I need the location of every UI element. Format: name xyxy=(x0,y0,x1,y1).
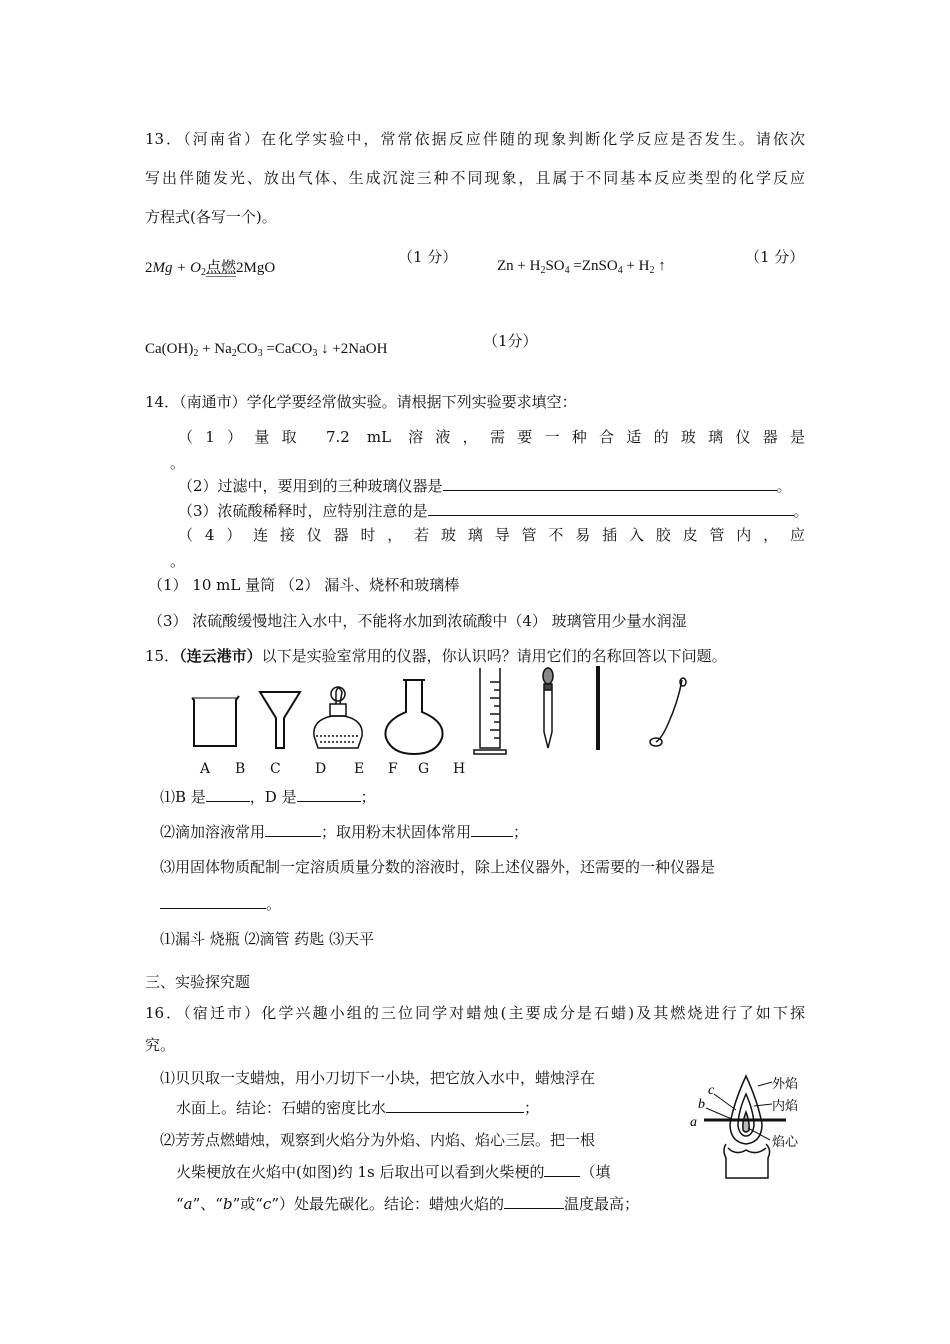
q13-line2: 写出伴随发光、放出气体、生成沉淀三种不同现象，且属于不同基本反应类型的化学反应 xyxy=(145,169,805,187)
candle-flame-figure xyxy=(686,1066,810,1186)
q14-answer-1: （1） 10 mL 量筒 （2） 漏斗、烧杯和玻璃棒 xyxy=(148,576,460,594)
label-c: C xyxy=(270,761,281,777)
answer-blank[interactable] xyxy=(504,1194,564,1209)
lab-instruments-figure xyxy=(180,662,700,782)
alcohol-lamp-icon xyxy=(314,687,362,748)
q16-line2: 究。 xyxy=(145,1036,176,1054)
q16-part1a: ⑴贝贝取一支蜡烛，用小刀切下一小块，把它放入水中，蜡烛浮在 xyxy=(160,1069,596,1087)
flame-icon xyxy=(730,1076,762,1144)
funnel-icon xyxy=(260,692,300,748)
candle-icon xyxy=(724,1144,770,1178)
spoon-icon xyxy=(650,678,686,746)
q14-part3: （3）浓硫酸稀释时，应特别注意的是 。 xyxy=(178,502,809,520)
answer-blank[interactable] xyxy=(160,894,266,909)
q15-part3: ⑶用固体物质配制一定溶质质量分数的溶液时，除上述仪器外，还需要的一种仪器是 xyxy=(160,858,716,876)
q15-part1: ⑴B 是 ，D 是 ； xyxy=(160,788,376,806)
q13-equation-2: $Zn + H_2SO_4$ =ZnSO$_4$ + $H_2$ ↑ xyxy=(497,258,666,276)
q14-part4: （4）连接仪器时，若玻璃导管不易插入胶皮管内，应 xyxy=(178,526,805,544)
point-b-label: b xyxy=(698,1097,705,1112)
q13-equation-3: $Ca(OH)_2 + Na_2CO_3$ =CaCO$_3$ ↓ +2NaOH xyxy=(145,341,388,359)
q14-part2: （2）过滤中，要用到的三种玻璃仪器是 。 xyxy=(178,477,792,495)
q16-part2b: 火柴梗放在火焰中(如图)约 1s 后取出可以看到火柴梗的 （填 xyxy=(176,1163,611,1181)
q14-title: 14．（南通市）学化学要经常做实验。请根据下列实验要求填空： xyxy=(145,393,577,411)
q13-score-2: （1 分） xyxy=(745,248,805,266)
q13-line1: 13．（河南省）在化学实验中，常常依据反应伴随的现象判断化学反应是否发生。请依次 xyxy=(145,130,805,148)
inner-flame-label: 内焰 xyxy=(772,1098,799,1113)
q15-part3-end: 。 xyxy=(160,893,281,914)
q16-part1b: 水面上。结论：石蜡的密度比水 ； xyxy=(176,1099,540,1117)
answer-blank[interactable] xyxy=(297,787,361,802)
q14-part1-end: 。 xyxy=(170,454,186,472)
q13-equation-1: $2Mg + O_2$点燃2MgO xyxy=(145,260,276,278)
glass-rod-icon xyxy=(596,666,600,750)
answer-blank[interactable] xyxy=(544,1162,580,1177)
label-h: H xyxy=(453,761,466,777)
beaker-icon xyxy=(192,696,239,746)
label-e: E xyxy=(354,761,365,777)
q14-part1: （1）量取 7.2 mL 溶液，需要一种合适的玻璃仪器是 xyxy=(178,428,805,446)
label-g: G xyxy=(418,761,430,777)
dropper-icon xyxy=(543,668,553,748)
q16-line1: 16．（宿迁市）化学兴趣小组的三位同学对蜡烛(主要成分是石蜡)及其燃烧进行了如下探 xyxy=(145,1004,805,1022)
q14-answer-2: （3） 浓硫酸缓慢地注入水中，不能将水加到浓硫酸中（4） 玻璃管用少量水润湿 xyxy=(148,612,687,630)
q16-part2a: ⑵芳芳点燃蜡烛，观察到火焰分为外焰、内焰、焰心三层。把一根 xyxy=(160,1131,596,1149)
point-c-label: c xyxy=(708,1083,715,1098)
q13-line3: 方程式(各写一个)。 xyxy=(145,208,277,226)
answer-blank[interactable] xyxy=(428,501,794,516)
point-a-label: a xyxy=(690,1115,697,1130)
answer-blank[interactable] xyxy=(206,787,250,802)
label-f: F xyxy=(388,761,398,777)
answer-blank[interactable] xyxy=(471,822,513,837)
outer-flame-label: 外焰 xyxy=(772,1076,799,1091)
q13-score-1: （1 分） xyxy=(398,248,458,266)
measuring-cylinder-icon xyxy=(474,668,506,754)
q13-score-3: （1分） xyxy=(483,332,538,350)
q14-part4-end: 。 xyxy=(170,552,186,570)
flask-icon xyxy=(385,680,442,754)
q15-part2: ⑵滴加溶液常用 ；取用粉末状固体常用 ； xyxy=(160,823,529,841)
answer-blank[interactable] xyxy=(443,476,777,491)
q15-title: 15．（连云港市）以下是实验室常用的仪器，你认识吗？请用它们的名称回答以下问题。 xyxy=(145,647,727,665)
q16-part2c: “a”、“b”或“c”）处最先碳化。结论：蜡烛火焰的 温度最高； xyxy=(176,1195,640,1213)
label-a: A xyxy=(200,761,211,777)
label-d: D xyxy=(315,761,327,777)
answer-blank[interactable] xyxy=(386,1098,524,1113)
label-b: B xyxy=(235,761,246,777)
q15-answer: ⑴漏斗 烧瓶 ⑵滴管 药匙 ⑶天平 xyxy=(160,930,375,948)
section-heading: 三、实验探究题 xyxy=(145,973,251,991)
answer-blank[interactable] xyxy=(265,822,321,837)
flame-core-label: 焰心 xyxy=(772,1134,799,1149)
